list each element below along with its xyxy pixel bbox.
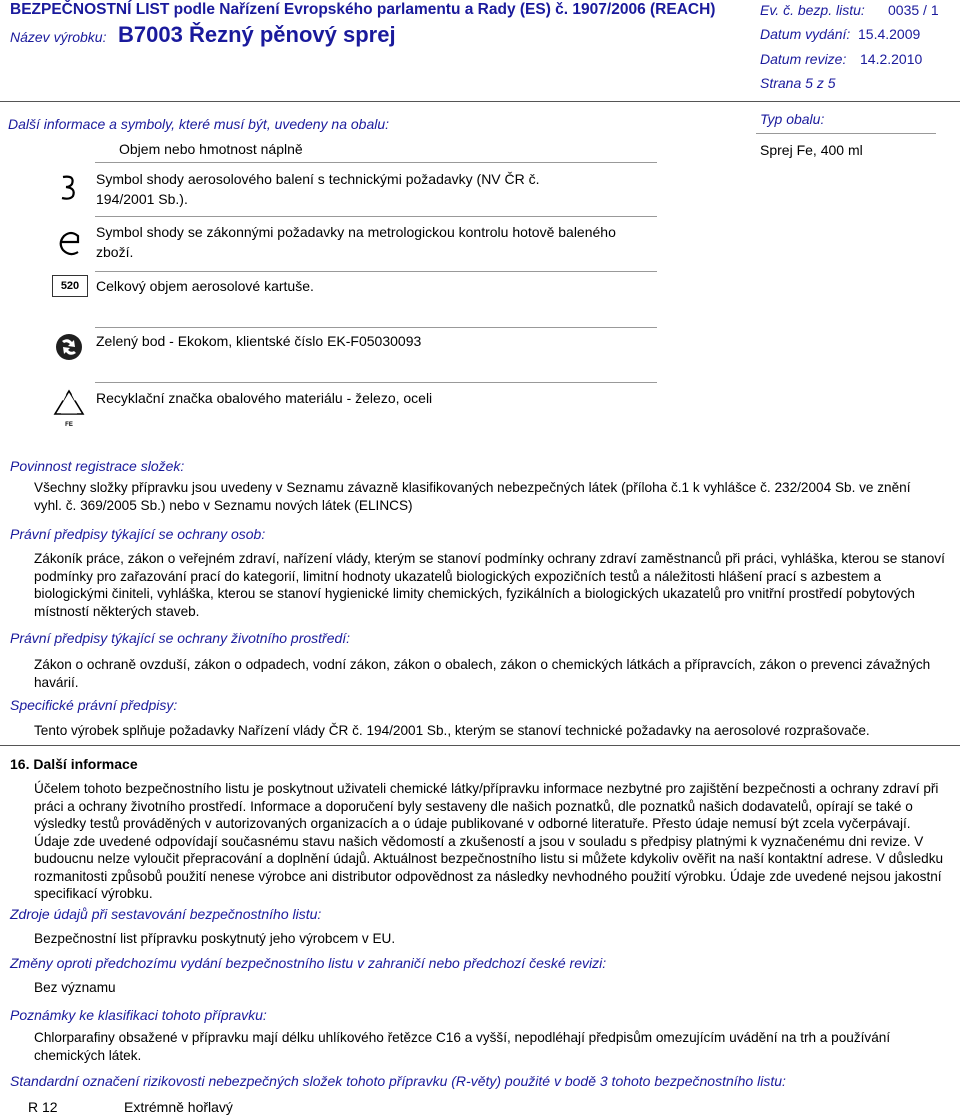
packaging-type-value: Sprej Fe, 400 ml [760, 142, 863, 158]
registration-text: Všechny složky přípravku jsou uvedeny v Seznamu závazně klasifikovaných nebezpečných látek (příloha č.1 k vyhlášce č. 232/2004 Sb. ve znění vyhl. č. 369/2005 Sb.) nebo v Seznamu nových látek (ELINCS) [34, 480, 911, 513]
symbol-aerosol-text: Symbol shody aerosolového balení s technickými požadavky (NV ČR č. 194/2001 Sb.). [96, 171, 540, 207]
document-title: BEZPEČNOSTNÍ LIST podle Nařízení Evropského parlamentu a Rady (ES) č. 1907/2006 (REACH) [10, 1, 716, 18]
symbol-metrology-text: Symbol shody se zákonnými požadavky na metrologickou kontrolu hotově baleného zboží. [96, 224, 616, 260]
section-16-heading: 16. Další informace [10, 756, 138, 772]
classification-notes-heading: Poznámky ke klasifikaci tohoto přípravku: [10, 1007, 267, 1023]
env-legislation-text: Zákon o ochraně ovzduší, zákon o odpadech, vodní zákon, zákon o obalech, zákon o chemických látkách a přípravcích, zákon o prevenci závažných havárií. [34, 657, 931, 690]
header-divider [0, 101, 960, 102]
registration-heading: Povinnost registrace složek: [10, 458, 185, 474]
symbol-rule-1 [95, 216, 657, 217]
changes-text: Bez významu [34, 980, 116, 995]
packaging-type-label: Typ obalu: [760, 111, 825, 127]
symbol-rule-4 [95, 382, 657, 383]
fill-volume-rule [95, 162, 657, 163]
sources-heading: Zdroje údajů při sestavování bezpečnostního listu: [10, 906, 322, 922]
issue-date-value: 15.4.2009 [858, 26, 921, 42]
packaging-type-underline [756, 133, 936, 134]
health-legislation-heading: Právní předpisy týkající se ochrany osob: [10, 526, 266, 542]
env-legislation-heading: Právní předpisy týkající se ochrany životního prostředí: [10, 630, 351, 646]
specific-legislation-text: Tento výrobek splňuje požadavky Nařízení vlády ČR č. 194/2001 Sb., kterým se stanoví technické požadavky na aerosolové rozprašovače. [34, 723, 870, 738]
changes-heading: Změny oproti předchozímu vydání bezpečnostního listu v zahraničí nebo předchozí české revizi: [10, 955, 607, 971]
section-16-divider [0, 745, 960, 746]
section-16-text: Účelem tohoto bezpečnostního listu je poskytnout uživateli chemické látky/přípravku informace nezbytné pro zajištění bezpečnosti a ochrany zdraví při práci a ochrany životního prostředí. Informace a doporučení byly sestaveny dle našich poznatků, dle poznatků našich dodavatelů, opírají se také o výsledky testů prováděných v autorizovaných organizacích a o údaje publikované v odborné literatuře. Přesto údaje nemusí být zcela vyčerpávají. Údaje zde uvedené odpovídají současnému stavu našich vědomostí a zkušeností a jsou v souladu s předpisy platnými k vyznačenému dni revize. V budoucnu nelze vyloučit přepracování a doplnění údajů. Aktuálnost bezpečnostního listu si můžete kdykoliv ověřit na naší kontaktní adrese. V důsledku rozmanitosti způsobů použití nenese výrobce ani distributor odpovědnost za následky nevhodného použití výrobku. Údaje zde uvedené nejsou jakostní specifikací výrobku. [34, 781, 944, 901]
page-number: Strana 5 z 5 [760, 75, 836, 91]
classification-notes-text: Chlorparafiny obsažené v přípravku mají délku uhlíkového řetězce C16 a vyšší, nepodléhají předpisům omezujícím uvádění na trh a používání chemických látek. [34, 1030, 891, 1063]
sheet-number-value: 0035 / 1 [888, 2, 939, 18]
product-name-label: Název výrobku: [10, 29, 107, 45]
product-name: B7003 Řezný pěnový sprej [118, 22, 396, 47]
recycling-fe-icon [52, 388, 86, 428]
symbol-rule-3 [95, 327, 657, 328]
r-phrase-code: R 12 [28, 1099, 58, 1115]
fill-volume-label: Objem nebo hmotnost náplně [119, 141, 303, 157]
recycling-fe-label: FE [65, 422, 73, 428]
revision-date-label: Datum revize: [760, 51, 847, 67]
estimated-e-icon [56, 228, 84, 258]
symbol-recycling-text: Recyklační značka obalového materiálu - železo, oceli [96, 390, 433, 406]
sources-text: Bezpečnostní list přípravku poskytnutý jeho výrobcem v EU. [34, 931, 396, 946]
issue-date-label: Datum vydání: [760, 26, 851, 42]
symbol-rule-2 [95, 271, 657, 272]
revision-date-value: 14.2.2010 [860, 51, 923, 67]
symbol-volume-text: Celkový objem aerosolové kartuše. [96, 278, 314, 294]
r-phrases-heading: Standardní označení rizikovosti nebezpečných složek tohoto přípravku (R-věty) použité v bodě 3 tohoto bezpečnostního listu: [10, 1073, 786, 1089]
r-phrase-text: Extrémně hořlavý [124, 1099, 233, 1115]
packaging-heading: Další informace a symboly, které musí být, uvedeny na obalu: [8, 116, 390, 132]
symbol-green-dot-text: Zelený bod - Ekokom, klientské číslo EK-F05030093 [96, 333, 422, 349]
health-legislation-text: Zákoník práce, zákon o veřejném zdraví, nařízení vlády, kterým se stanoví podmínky ochrany zdraví zaměstnanců při práci, vyhláška, kterou se stanoví podmínky pro zařazování prací do kategorií, limitní hodnoty ukazatelů biologických expozičních testů a náležitosti hlášení prací s azbestem a biologickými činiteli, vyhláška, kterou se stanoví hygienické limity chemických, fyzikálních a biologických ukazatelů pro vnitřní prostředí pobytových místností některých staveb. [34, 551, 945, 619]
volume-520-icon: 520 [52, 275, 88, 297]
green-dot-icon [54, 332, 84, 362]
reversed-epsilon-icon [58, 172, 82, 202]
specific-legislation-heading: Specifické právní předpisy: [10, 697, 178, 713]
sheet-number-label: Ev. č. bezp. listu: [760, 2, 865, 18]
